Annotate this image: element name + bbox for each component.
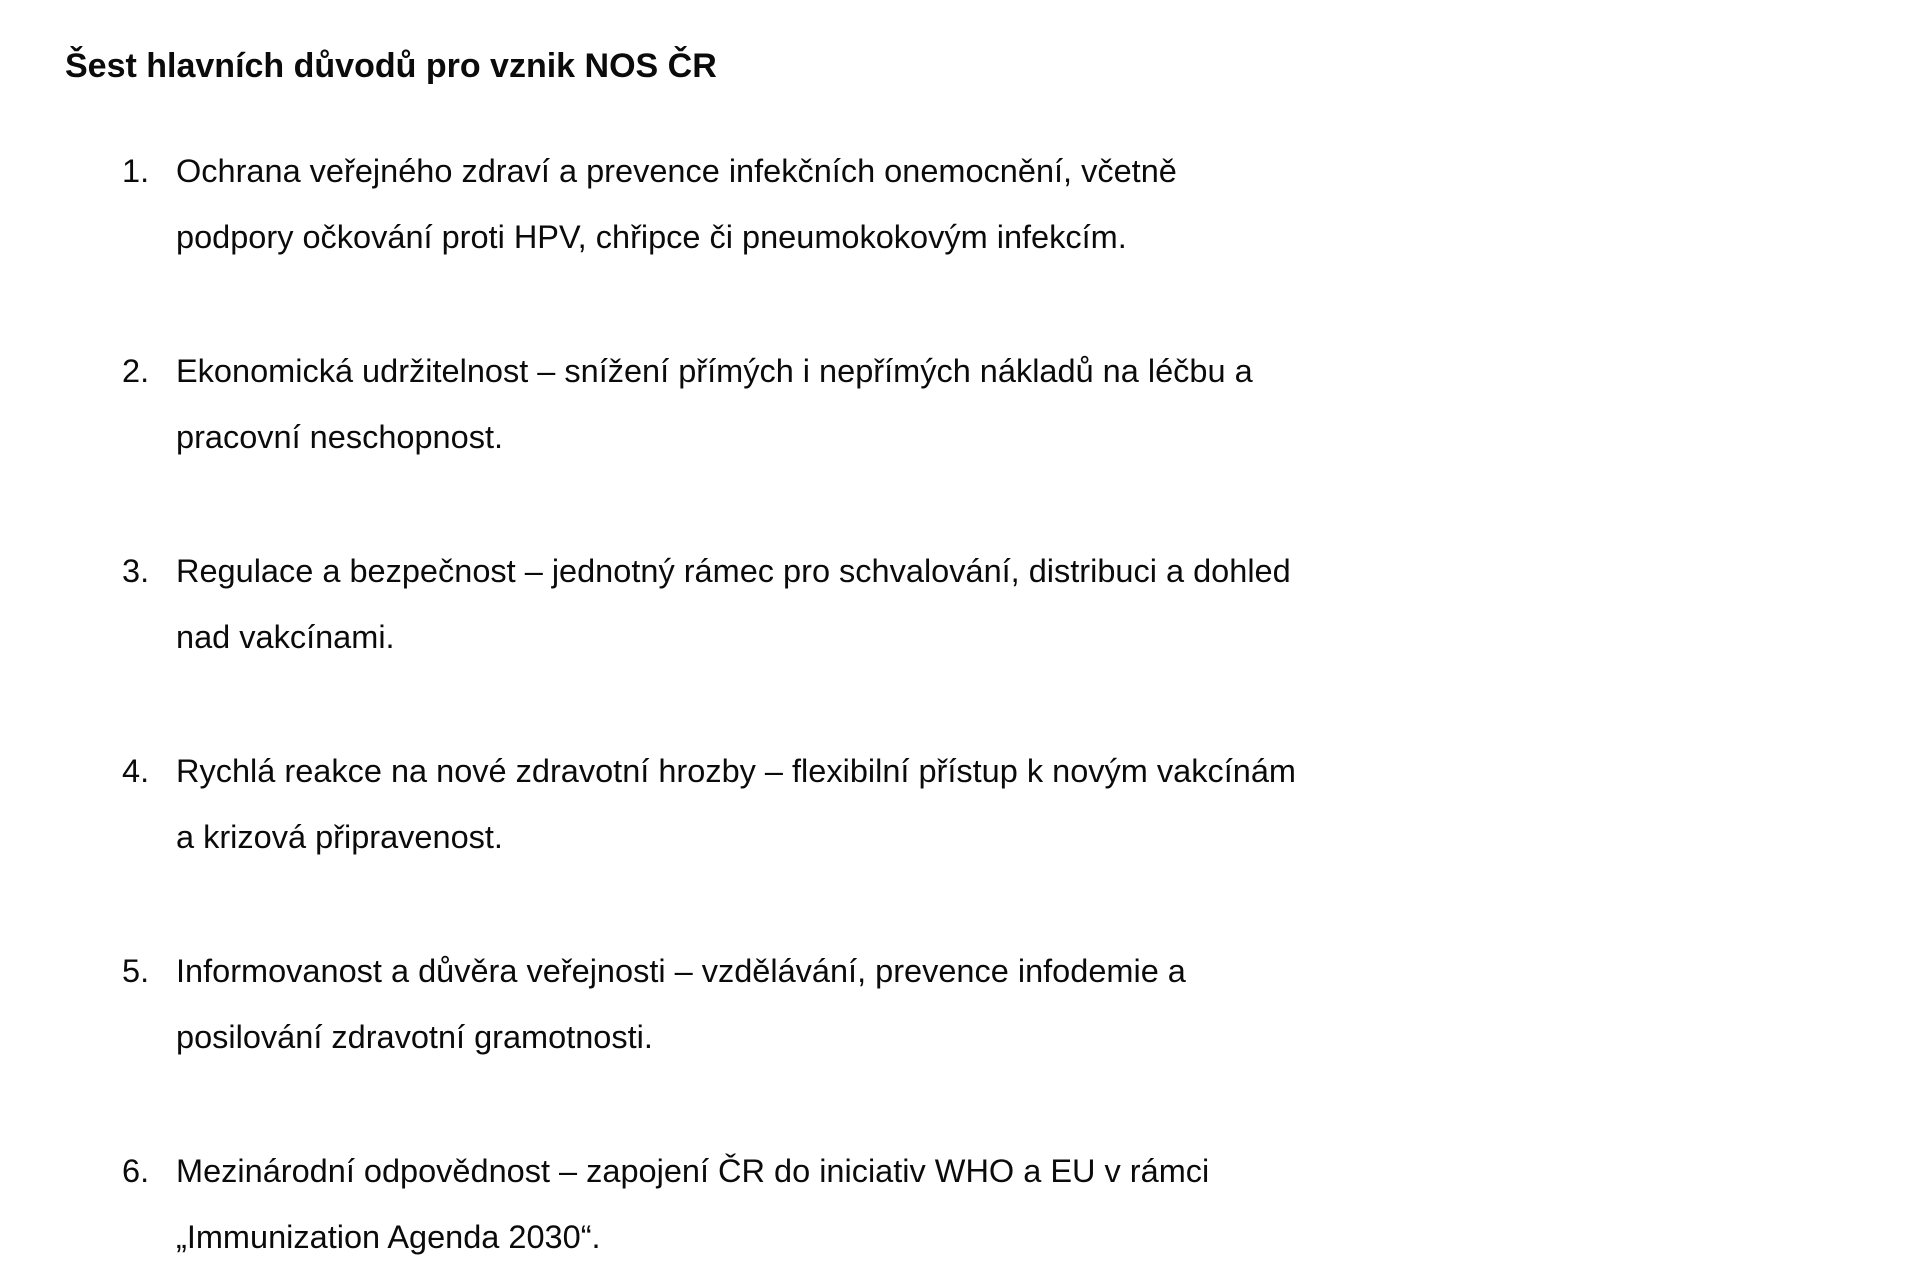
list-item-2 [122, 338, 1880, 470]
list-item-line: „Immunization Agenda 2030“. [176, 1219, 601, 1255]
list-item-number: 4. [122, 753, 150, 789]
list-item-text [176, 538, 1880, 670]
list-item-5 [122, 938, 1880, 1070]
list-item-line: a krizová připravenost. [176, 819, 503, 855]
list-item-6 [122, 1138, 1880, 1270]
list-item-text [176, 1138, 1880, 1270]
list-item-line: pracovní neschopnost. [176, 419, 504, 455]
page-title: Šest hlavních důvodů pro vznik NOS ČR [65, 47, 717, 85]
list-item-line: Ochrana veřejného zdraví a prevence infekčních onemocnění, včetně [176, 153, 1177, 189]
list-item-number: 5. [122, 953, 150, 989]
list-item-number: 6. [122, 1153, 150, 1189]
list-item-line: Rychlá reakce na nové zdravotní hrozby – flexibilní přístup k novým vakcínám [176, 753, 1296, 789]
list-item-line: nad vakcínami. [176, 619, 395, 655]
list-item-text [176, 938, 1880, 1070]
list-item-3 [122, 538, 1880, 670]
list-item-number: 2. [122, 353, 150, 389]
list-item-1 [122, 138, 1880, 270]
list-item-line: Informovanost a důvěra veřejnosti – vzdělávání, prevence infodemie a [176, 953, 1186, 989]
list-item-line: posilování zdravotní gramotnosti. [176, 1019, 653, 1055]
list-item-number: 1. [122, 153, 150, 189]
list-item-4 [122, 738, 1880, 870]
list-item-line: Regulace a bezpečnost – jednotný rámec pro schvalování, distribuci a dohled [176, 553, 1291, 589]
list-item-line: Ekonomická udržitelnost – snížení přímých i nepřímých nákladů na léčbu a [176, 353, 1253, 389]
list-item-text [176, 338, 1880, 470]
list-item-text [176, 138, 1880, 270]
list-item-line: podpory očkování proti HPV, chřipce či pneumokokovým infekcím. [176, 219, 1127, 255]
list-item-number: 3. [122, 553, 150, 589]
list-item-line: Mezinárodní odpovědnost – zapojení ČR do iniciativ WHO a EU v rámci [176, 1153, 1210, 1189]
numbered-list [122, 138, 1880, 1270]
list-item-text [176, 738, 1880, 870]
